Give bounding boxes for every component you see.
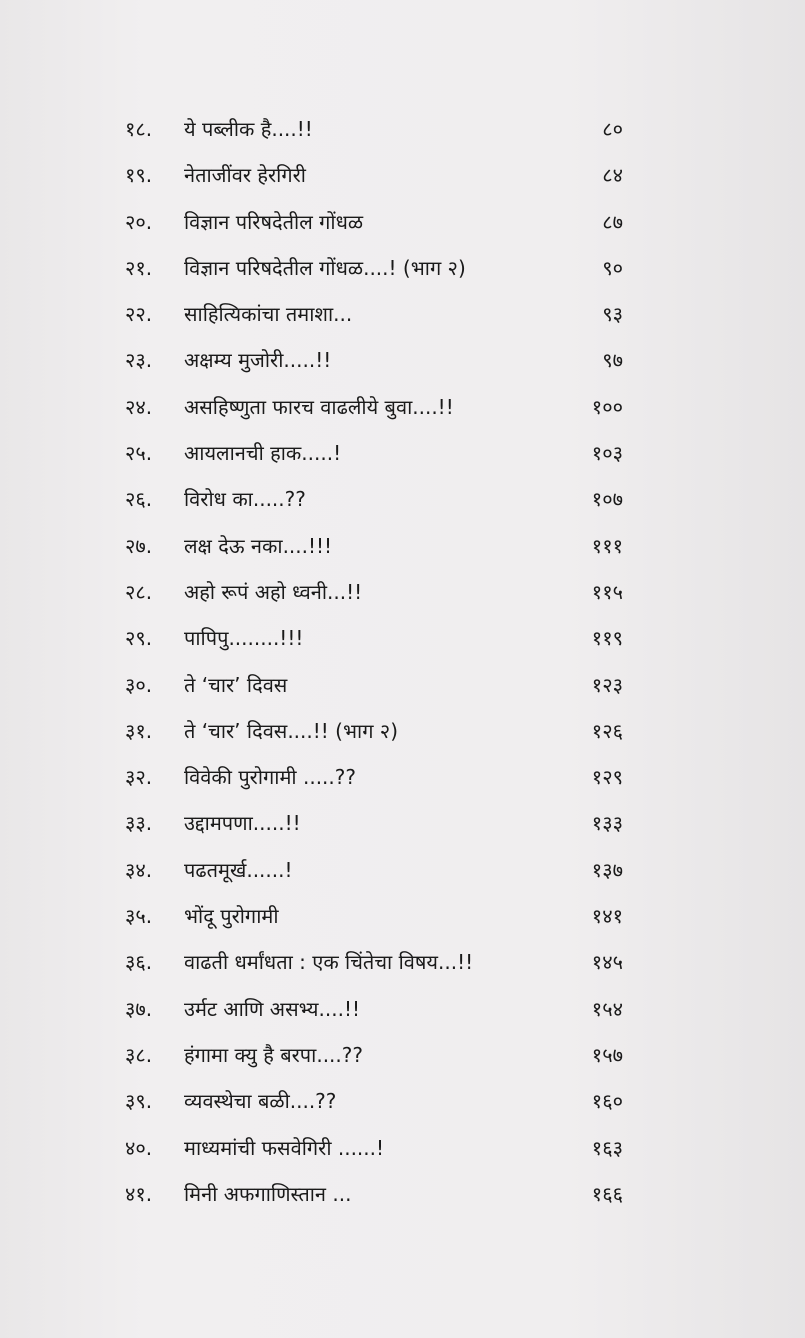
toc-entry <box>0 569 805 615</box>
toc-entry <box>0 754 805 800</box>
chapter-title: असहिष्णुता फारच वाढलीये बुवा....!! <box>184 394 454 419</box>
page-number: १६६ <box>591 1181 623 1206</box>
chapter-number: ३९. <box>125 1089 153 1114</box>
page-number: ९० <box>602 255 623 280</box>
page-number: १०३ <box>591 441 623 466</box>
toc-entry <box>0 523 805 569</box>
page-number: ८० <box>602 117 623 141</box>
chapter-number: २२. <box>125 302 153 327</box>
chapter-number: ३५. <box>125 904 153 929</box>
chapter-title: ये पब्लीक है....!! <box>184 117 313 141</box>
chapter-number: ३१. <box>125 718 153 743</box>
toc-entry <box>0 1125 805 1171</box>
page-number: ९३ <box>602 302 623 327</box>
toc-entry <box>0 384 805 430</box>
page-number: १२६ <box>591 718 623 743</box>
page-number: १२३ <box>591 672 623 697</box>
chapter-title: भोंदू पुरोगामी <box>184 904 279 929</box>
toc-entry <box>0 800 805 846</box>
chapter-number: २५. <box>125 441 153 466</box>
page-number: ११५ <box>591 579 623 604</box>
page-number: १०० <box>591 394 623 419</box>
chapter-number: २७. <box>125 533 153 558</box>
toc-entry <box>0 245 805 291</box>
chapter-number: १८. <box>125 117 153 141</box>
page-number: १२९ <box>591 765 623 790</box>
table-of-contents <box>0 106 805 1217</box>
toc-entry <box>0 337 805 383</box>
chapter-number: २९. <box>125 626 153 651</box>
chapter-title: व्यवस्थेचा बळी....?? <box>184 1089 337 1114</box>
page-number: ११९ <box>591 626 623 651</box>
page-number: १५७ <box>591 1042 623 1067</box>
page-number: १११ <box>591 533 623 558</box>
toc-entry <box>0 1171 805 1217</box>
chapter-number: २६. <box>125 487 153 512</box>
toc-entry <box>0 291 805 337</box>
chapter-number: ३०. <box>125 672 153 697</box>
toc-entry <box>0 986 805 1032</box>
chapter-title: लक्ष देऊ नका....!!! <box>184 533 333 558</box>
chapter-title: पढतमूर्ख......! <box>184 857 293 882</box>
toc-entry <box>0 152 805 198</box>
chapter-title: वाढती धर्मांधता : एक चिंतेचा विषय...!! <box>184 950 474 975</box>
toc-entry <box>0 1032 805 1078</box>
chapter-title: साहित्यिकांचा तमाशा... <box>184 302 353 327</box>
toc-entry <box>0 106 805 152</box>
chapter-title: माध्यमांची फसवेगिरी ......! <box>184 1135 385 1160</box>
chapter-number: १९. <box>125 163 153 188</box>
toc-entry <box>0 662 805 708</box>
page-number: १५४ <box>591 996 623 1021</box>
chapter-title: उर्मट आणि असभ्य....!! <box>184 996 360 1021</box>
toc-entry <box>0 708 805 754</box>
chapter-title: पापिपु........!!! <box>184 626 304 651</box>
chapter-title: ते ‘चार’ दिवस <box>184 672 288 697</box>
chapter-number: ३४. <box>125 857 153 882</box>
chapter-title: मिनी अफगाणिस्तान ... <box>184 1181 352 1206</box>
chapter-title: अहो रूपं अहो ध्वनी...!! <box>184 579 363 604</box>
chapter-number: २१. <box>125 255 153 280</box>
chapter-title: विवेकी पुरोगामी .....?? <box>184 765 356 790</box>
chapter-title: विज्ञान परिषदेतील गोंधळ <box>184 209 364 234</box>
chapter-title: विज्ञान परिषदेतील गोंधळ....! (भाग २) <box>184 255 466 280</box>
chapter-number: ३८. <box>125 1042 153 1067</box>
chapter-number: ३७. <box>125 996 153 1021</box>
chapter-title: आयलानची हाक.....! <box>184 441 342 466</box>
toc-entry <box>0 430 805 476</box>
chapter-number: ४०. <box>125 1135 153 1160</box>
page-number: १४१ <box>591 904 623 929</box>
chapter-title: ते ‘चार’ दिवस....!! (भाग २) <box>184 718 399 743</box>
toc-entry <box>0 476 805 522</box>
toc-entry <box>0 199 805 245</box>
page-number: १३३ <box>591 811 623 836</box>
chapter-title: हंगामा क्यु है बरपा....?? <box>184 1042 363 1067</box>
chapter-title: विरोध का.....?? <box>184 487 306 512</box>
toc-entry <box>0 615 805 661</box>
chapter-number: २३. <box>125 348 153 373</box>
chapter-title: नेताजींवर हेरगिरी <box>184 163 306 188</box>
page-number: १६० <box>591 1089 623 1114</box>
page-number: ८७ <box>602 209 623 234</box>
chapter-number: २४. <box>125 394 153 419</box>
page-number: १६३ <box>591 1135 623 1160</box>
toc-entry <box>0 1078 805 1124</box>
chapter-number: ३६. <box>125 950 153 975</box>
chapter-number: २०. <box>125 209 153 234</box>
chapter-title: उद्दामपणा.....!! <box>184 811 301 836</box>
toc-entry <box>0 893 805 939</box>
chapter-number: ३३. <box>125 811 153 836</box>
page-number: ८४ <box>602 163 623 188</box>
chapter-title: अक्षम्य मुजोरी.....!! <box>184 348 332 373</box>
page-number: ९७ <box>602 348 623 373</box>
page-number: १३७ <box>591 857 623 882</box>
chapter-number: २८. <box>125 579 153 604</box>
chapter-number: ४१. <box>125 1181 153 1206</box>
page-number: १४५ <box>591 950 623 975</box>
chapter-number: ३२. <box>125 765 153 790</box>
page-number: १०७ <box>591 487 623 512</box>
toc-entry <box>0 847 805 893</box>
toc-entry <box>0 939 805 985</box>
